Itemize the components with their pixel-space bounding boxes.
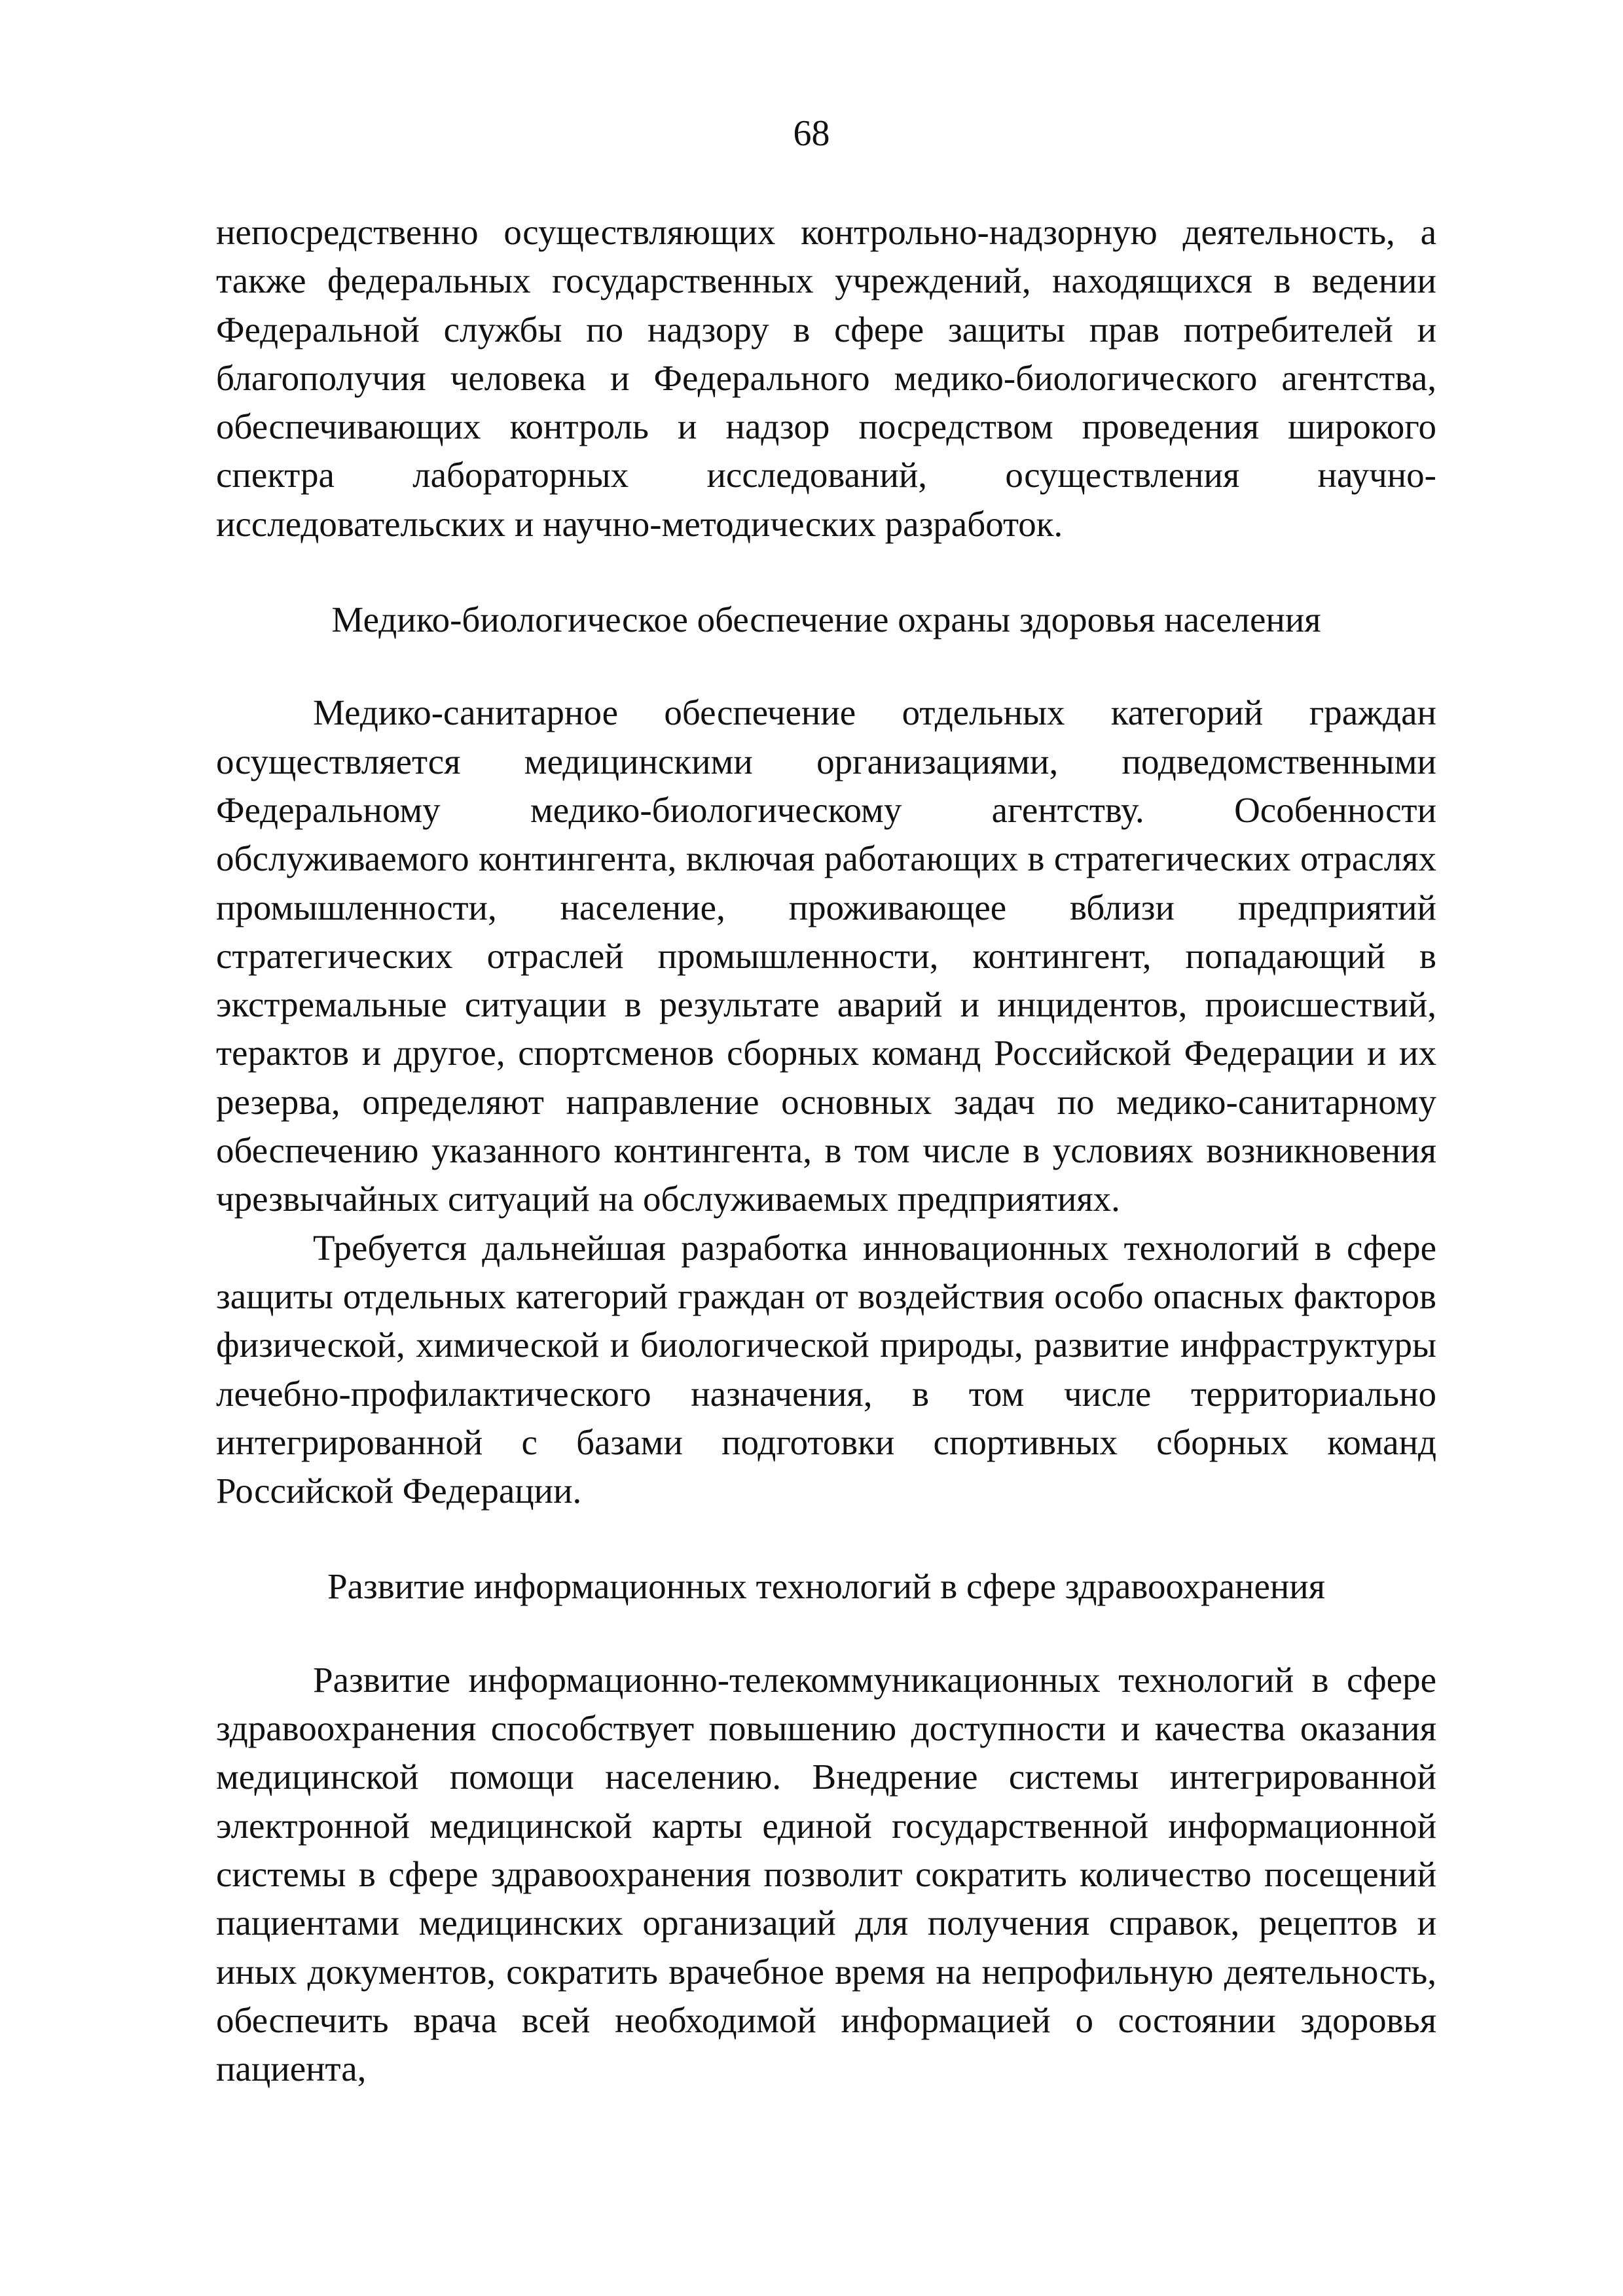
section-heading-medical-biological: Медико-биологическое обеспечение охраны здоровья населения	[331, 600, 1321, 640]
paragraph-continuation: непосредственно осуществляющих контрольно-надзорную деятельность, а также федеральных государственных учреждений, находящихся в ведении Федеральной службы по надзору в сфере защиты прав потребителей и благополучия человека и Федерального медико-биологического агентства, обеспечивающих контроль и надзор посредством проведения широкого спектра лабораторных исследований, осуществления научно-исследовательских и научно-методических разработок.	[216, 212, 1436, 544]
page-number: 68	[793, 113, 830, 154]
document-body	[216, 208, 1436, 2093]
paragraph-innovation: Требуется дальнейшая разработка инновационных технологий в сфере защиты отдельных категорий граждан от воздействия особо опасных факторов физической, химической и биологической природы, развитие инфраструктуры лечебно-профилактического назначения, в том числе территориально интегрированной с базами подготовки спортивных сборных команд Российской Федерации.	[216, 1227, 1436, 1511]
paragraph-it-development: Развитие информационно-телекоммуникационных технологий в сфере здравоохранения способствует повышению доступности и качества оказания медицинской помощи населению. Внедрение системы интегрированной электронной медицинской карты единой государственной информационной системы в сфере здравоохранения позволит сократить количество посещений пациентами медицинских организаций для получения справок, рецептов и иных документов, сократить врачебное время на непрофильную деятельность, обеспечить врача всей необходимой информацией о состоянии здоровья пациента,	[216, 1659, 1436, 2089]
section-heading-it: Развитие информационных технологий в сфере здравоохранения	[327, 1566, 1326, 1607]
paragraph-medical-sanitary: Медико-санитарное обеспечение отдельных категорий граждан осуществляется медицинскими организациями, подведомственными Федеральному медико-биологическому агентству. Особенности обслуживаемого контингента, включая работающих в стратегических отраслях промышленности, население, проживающее вблизи предприятий стратегических отраслей промышленности, контингент, попадающий в экстремальные ситуации в результате аварий и инцидентов, происшествий, терактов и другое, спортсменов сборных команд Российской Федерации и их резерва, определяют направление основных задач по медико-санитарному обеспечению указанного контингента, в том числе в условиях возникновения чрезвычайных ситуаций на обслуживаемых предприятиях.	[216, 692, 1436, 1219]
